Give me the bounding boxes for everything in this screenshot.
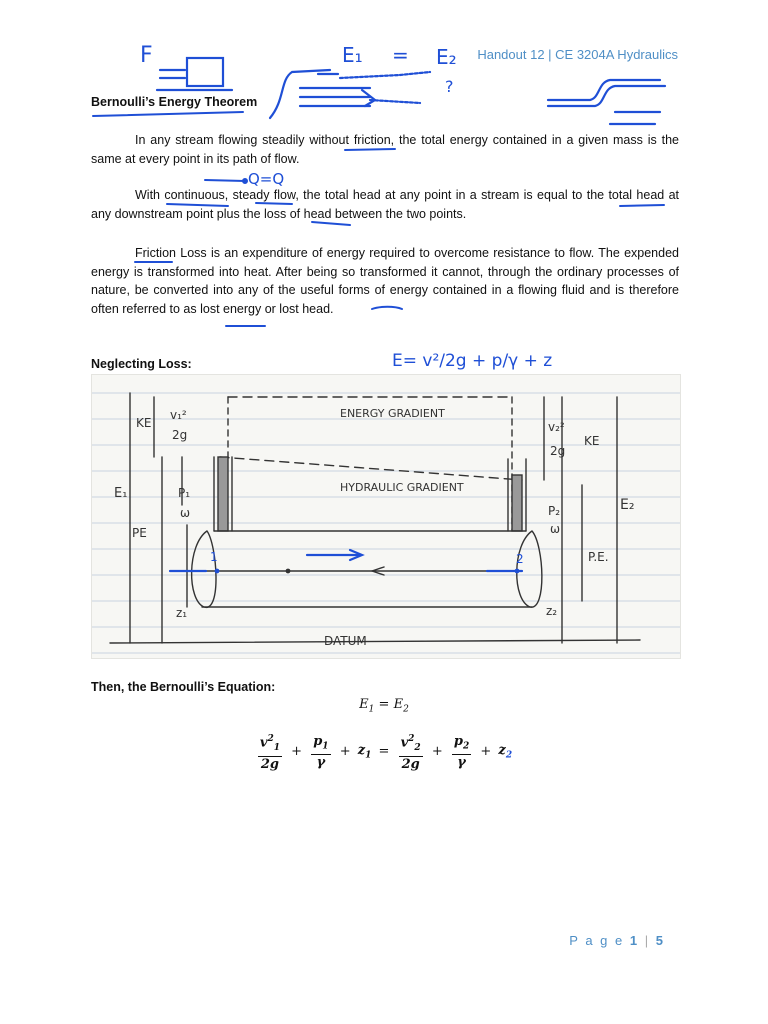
v1-den: 2g bbox=[172, 428, 188, 442]
page-separator: | bbox=[644, 933, 651, 948]
then-title: Then, the Bernoulli’s Equation: bbox=[91, 680, 276, 694]
eq-e2-sub: 2 bbox=[403, 704, 409, 715]
p2-den: ω bbox=[550, 522, 561, 536]
v2-den-2g: 2g bbox=[401, 756, 420, 772]
force-label: F bbox=[140, 43, 153, 68]
pe-left-label: PE bbox=[132, 526, 147, 540]
z2-term bbox=[498, 743, 513, 761]
e1-label: E₁ bbox=[114, 486, 128, 501]
z2-sub: 2 bbox=[505, 750, 513, 761]
energy-lhs-note: E₁ bbox=[342, 43, 363, 67]
velocity-head-1 bbox=[258, 732, 282, 772]
v2-sub: 2 bbox=[414, 742, 421, 753]
top-sketches bbox=[0, 0, 768, 130]
p2: p bbox=[453, 733, 463, 749]
question-note: ? bbox=[445, 77, 454, 96]
pressure-head-1 bbox=[311, 734, 330, 771]
p2-sub: 2 bbox=[462, 741, 470, 752]
pressure-head-2 bbox=[452, 734, 471, 771]
theorem-text: In any stream flowing steadily without friction, the total energy contained in a given mass is the same at every point in its path of flow. bbox=[91, 133, 679, 166]
energy-equality bbox=[0, 697, 768, 715]
datum-label: DATUM bbox=[324, 634, 367, 648]
plus-3: + bbox=[431, 744, 443, 760]
p1-sub: 1 bbox=[322, 741, 329, 752]
point-2-label: 2 bbox=[516, 552, 524, 566]
page-footer bbox=[569, 933, 665, 948]
z1-sub: 1 bbox=[365, 750, 372, 761]
diagram-svg bbox=[92, 375, 680, 658]
eq-equals: = bbox=[374, 697, 394, 712]
eq-e1: E bbox=[359, 697, 369, 712]
energy-formula-note: E= v²/2g + p/γ + z bbox=[392, 351, 553, 371]
friction-text: Friction Loss is an expenditure of energy required to overcome resistance to flow. The expended energy is transformed into heat. After being so transformed it cannot, through the ordinary processes of nature, be converted into any of the useful forms of energy contained in a flowing fluid and is therefore often referred to as lost energy or lost head. bbox=[91, 246, 679, 316]
eq-e1-sub: 1 bbox=[368, 704, 375, 715]
continuity-paragraph bbox=[91, 186, 679, 223]
energy-gradient-label: ENERGY GRADIENT bbox=[340, 407, 445, 420]
plus-4: + bbox=[480, 744, 492, 760]
p1: p bbox=[313, 733, 323, 749]
v2-num: v₂² bbox=[548, 420, 565, 434]
point-1-label: 1 bbox=[210, 550, 218, 564]
plus-1: + bbox=[291, 744, 303, 760]
equals-note: = bbox=[392, 43, 409, 67]
p1-num: P₁ bbox=[178, 486, 191, 500]
v1-sub: 1 bbox=[273, 742, 281, 753]
p1-den: ω bbox=[180, 506, 191, 520]
bernoulli-equation bbox=[0, 732, 768, 772]
continuity-text: With continuous, steady flow, the total head at any point in a stream is equal to the total head at any downstream point plus the loss of head between the two points. bbox=[91, 188, 679, 221]
z2-label: z₂ bbox=[546, 604, 558, 618]
theorem-title: Bernoulli’s Energy Theorem bbox=[91, 95, 258, 109]
neglecting-loss-title: Neglecting Loss: bbox=[91, 357, 192, 371]
equals-sign: = bbox=[378, 744, 390, 760]
v1-sup: 2 bbox=[267, 734, 274, 744]
ke-left-label: KE bbox=[136, 416, 152, 430]
eq-e2: E bbox=[393, 697, 404, 712]
friction-paragraph bbox=[91, 244, 679, 318]
page-word: P a g e bbox=[569, 933, 625, 948]
p2-num: P₂ bbox=[548, 504, 561, 518]
page-total: 5 bbox=[655, 933, 665, 948]
velocity-head-2 bbox=[399, 732, 423, 772]
p2-gamma: γ bbox=[457, 755, 466, 771]
energy-diagram bbox=[91, 374, 681, 659]
v2-sup: 2 bbox=[408, 734, 415, 744]
hydraulic-gradient-label: HYDRAULIC GRADIENT bbox=[340, 481, 464, 494]
v1-num: v₁² bbox=[170, 408, 187, 422]
ke-right-label: KE bbox=[584, 434, 600, 448]
plus-2: + bbox=[339, 744, 351, 760]
handout-header: Handout 12 | CE 3204A Hydraulics bbox=[477, 47, 678, 62]
z2: z bbox=[498, 743, 506, 759]
z1-label: z₁ bbox=[176, 606, 188, 620]
v2: v bbox=[400, 735, 409, 751]
energy-rhs-note: E₂ bbox=[436, 45, 457, 69]
z1-term bbox=[357, 743, 372, 761]
v2-den: 2g bbox=[550, 444, 566, 458]
v1: v bbox=[259, 735, 268, 751]
pe-right-label: P.E. bbox=[588, 550, 609, 564]
e2-label: E₂ bbox=[620, 497, 635, 513]
q-equals-q-note: Q=Q bbox=[248, 170, 285, 188]
page-number: 1 bbox=[629, 933, 640, 948]
theorem-paragraph bbox=[91, 131, 679, 168]
p1-gamma: γ bbox=[316, 755, 326, 771]
z1: z bbox=[357, 743, 366, 759]
v1-den-2g: 2g bbox=[260, 756, 280, 772]
